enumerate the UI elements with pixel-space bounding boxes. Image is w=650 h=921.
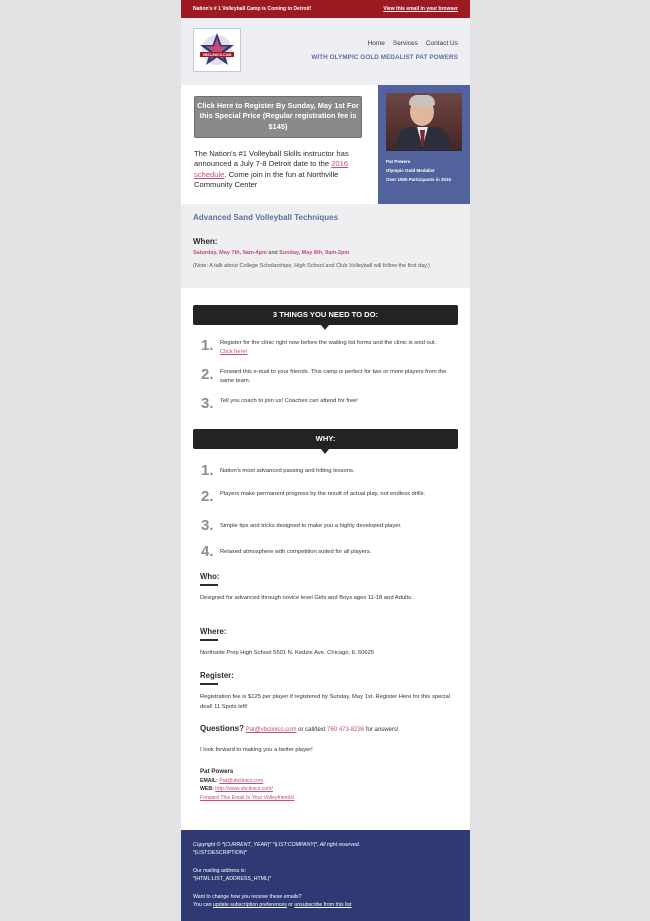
intro-after: . Come join in the fun at Northville Community Center [194,169,339,189]
signature-email-link[interactable]: Pat@vbclinics.com [219,777,264,784]
list-text: Players make permanent progress by the result of actual play, not endless drills. [220,491,426,497]
footer-mailing-label: Our mailing address is: [193,868,247,874]
where-label: Where: [200,627,227,636]
why-heading: WHY: [193,429,458,449]
instructor-photo [386,93,462,151]
footer-can: You can [193,902,213,908]
list-text [220,339,450,358]
footer-change-text: Want to change how you receive these emails? [193,894,302,900]
questions-end: for answers! [364,727,399,733]
register-label: Register: [200,671,234,680]
list-text: Nation's most advanced passing and hitting lessons. [220,468,355,474]
instructor-title: Olympic Gold Medalist [386,168,435,174]
tagline: WITH OLYMPIC GOLD MEDALIST PAT POWERS [311,54,458,61]
view-in-browser-link[interactable]: View this email in your browser [383,6,458,12]
list-number: 2. [201,488,214,505]
update-preferences-link[interactable]: update subscription preferences [213,902,287,908]
where-divider [200,639,218,641]
date-sunday: Sunday, May 8th, 9am-2pm [279,250,350,256]
intro-before: The Nation's #1 Volleyball Skills instructor has announced a July 7-8 Detroit date to the [194,149,349,169]
list-text: Tell you coach to join us! Coaches can attend for free! [220,398,358,404]
list-number: 2. [201,366,214,383]
forward-email-link[interactable]: Forward This Email to Your Volleyfriends! [200,794,295,801]
list-number: 1. [201,337,214,354]
questions-line [200,724,399,733]
register-divider [200,683,218,685]
instructor-panel [378,85,470,204]
who-text: Designed for advanced through novice level Girls and Boys ages 11-18 and Adults. [200,595,413,601]
footer-address: *|HTML:LIST_ADDRESS_HTML|* [193,876,272,882]
item-text: Register for the clinic right now before the waiting list forms and the clinic is sold out. [220,340,437,346]
footer-or: or [286,902,295,908]
register-text: Registration fee is $125 per player if registered by Sunday, May 1st. Register Here for this special deal! 11 Spots left! [200,694,450,711]
things-heading: 3 THINGS YOU NEED TO DO: [193,305,458,325]
footer [181,830,470,921]
web-label: WEB: [200,786,216,793]
dates-and: and [266,250,280,256]
event-note: (Note: A talk about College Scholarships, High School and Club Volleyball will follow the first day.) [193,263,430,269]
questions-middle: or call/text [296,727,328,733]
signature [200,768,294,802]
intro-text [194,149,372,190]
logo[interactable] [193,28,241,72]
list-number: 1. [201,462,214,479]
top-nav [368,40,458,47]
unsubscribe-link[interactable]: unsubscribe from this list [294,902,352,908]
hero [181,85,470,204]
closing-text: I look forward to making you a better player! [200,747,313,753]
who-divider [200,584,218,586]
questions-label: Questions? [200,724,245,733]
list-number: 3. [201,517,214,534]
register-cta-button[interactable]: Click Here to Register By Sunday, May 1st For this Special Price (Regular registration fee is $145) [194,96,362,138]
list-number: 3. [201,395,214,412]
nav-services[interactable]: Services [392,40,418,47]
copyright-text: Copyright © *|CURRENT_YEAR|* *|LIST:COMPANY|*, All right reserved. [193,842,361,848]
click-here-link[interactable]: Click here! [220,349,248,356]
instructor-caption [386,157,451,185]
footer-description: *|LIST:DESCRIPTION|* [193,850,248,856]
list-text: Relaxed atmosphere with competition suited for all players. [220,549,372,555]
signature-email [200,777,294,786]
event-title: Advanced Sand Volleyball Techniques [193,213,339,222]
date-saturday: Saturday, May 7th, 9am-4pm [193,250,267,256]
hero-content [181,85,378,204]
signature-name: Pat Powers [200,768,234,775]
event-dates [193,250,349,256]
instructor-name: Pat Powers [386,159,411,164]
top-bar [181,0,470,18]
contact-email-link[interactable]: Pat@vbclinics.com [245,727,297,733]
nav-contact[interactable]: Contact Us [425,40,458,47]
where-text: Northside Prep High School 5501 N. Kedzie Ave. Chicago, IL 60625 [200,650,375,656]
logo-text: VBCLINICS.COM [202,53,232,57]
footer-links [193,901,453,910]
who-label: Who: [200,572,220,581]
top-bar-message: Nation's # 1 Volleyball Camp is Coming to Detroit! [193,6,312,12]
signature-web [200,785,294,794]
nav-home[interactable]: Home [367,40,385,47]
schedule-link[interactable]: 2016 schedule [194,159,349,179]
signature-web-link[interactable]: http://www.vbclinics.com/ [215,786,273,793]
phone-number[interactable]: 760 473-8236 [327,727,365,733]
star-logo-icon [194,29,240,71]
header [181,18,470,85]
list-text: Forward this e-mail to your friends. This camp is perfect for two or more players from the same team. [220,369,447,385]
event-section [181,204,470,288]
email-container [181,0,470,921]
instructor-stat: Over 1900 Participants in 2015 [386,177,452,183]
when-label: When: [193,237,218,246]
email-label: EMAIL: [200,777,220,784]
list-text: Simple tips and tricks designed to make you a highly developed player. [220,523,402,529]
list-number: 4. [201,543,214,560]
